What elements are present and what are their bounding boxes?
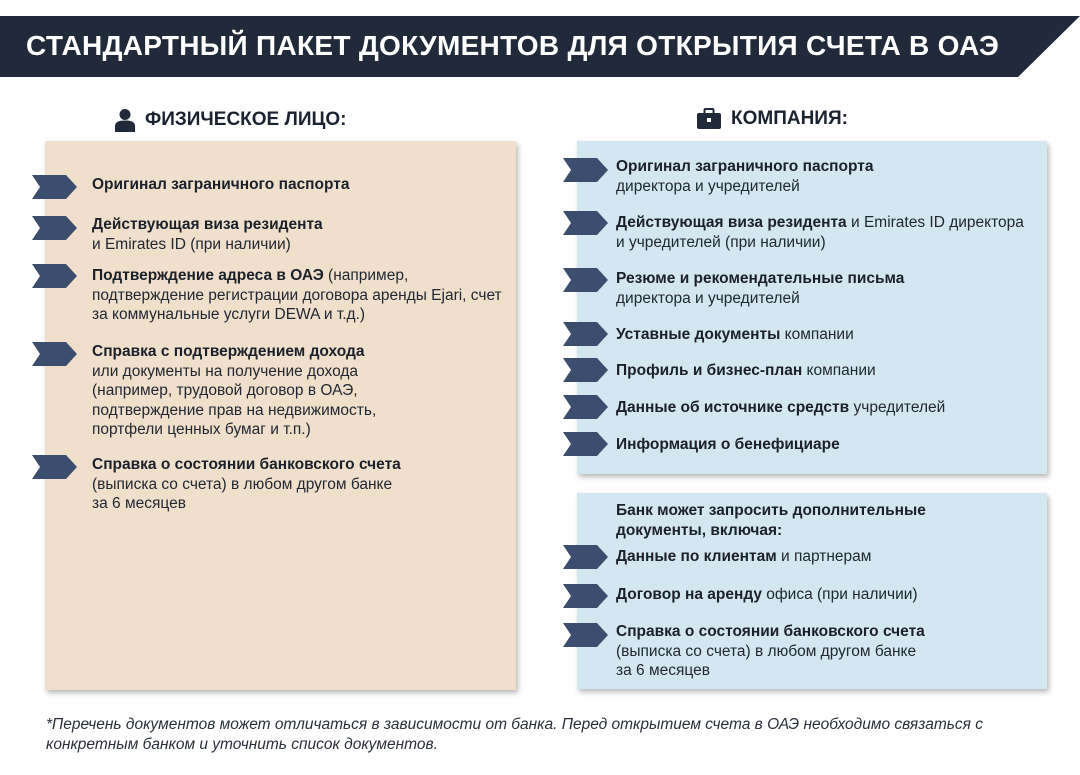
list-item: Резюме и рекомендательные письма директора и учредителей <box>616 270 905 307</box>
list-item: Данные об источнике средств учредителей <box>616 399 946 416</box>
company-heading <box>696 108 848 130</box>
list-item: Профиль и бизнес-план компании <box>616 362 876 379</box>
list-item: Действующая виза резидента и Emirates ID (при наличии) <box>92 216 323 253</box>
list-item: Подтверждение адреса в ОАЭ (например, подтверждение регистрации договора аренды Ejari, счет за коммунальные услуги DEWA и т.д.) <box>92 267 502 323</box>
list-item: Данные по клиентам и партнерам <box>616 548 872 565</box>
person-heading-label: ФИЗИЧЕСКОЕ ЛИЦО: <box>145 109 347 130</box>
list-item: Оригинал заграничного паспорта <box>92 176 350 193</box>
list-item: Оригинал заграничного паспорта директора и учредителей <box>616 158 874 195</box>
briefcase-icon <box>696 108 722 130</box>
list-item: Справка о состоянии банковского счета (выписка со счета) в любом другом банке за 6 месяцев <box>616 623 925 679</box>
page-title: СТАНДАРТНЫЙ ПАКЕТ ДОКУМЕНТОВ ДЛЯ ОТКРЫТИЯ СЧЕТА В ОАЭ <box>26 30 1000 61</box>
person-icon <box>114 108 136 132</box>
list-item: Действующая виза резидента и Emirates ID директора и учредителей (при наличии) <box>616 214 1024 251</box>
person-heading <box>114 108 346 132</box>
list-item: Уставные документы компании <box>616 326 854 343</box>
list-item: Справка с подтверждением дохода или документы на получение дохода (например, трудовой договор в ОАЭ, подтверждение прав на недвижимость, портфели ценных бумаг и т.п.) <box>92 343 377 438</box>
list-item: Справка о состоянии банковского счета (выписка со счета) в любом другом банке за 6 месяцев <box>92 456 401 512</box>
footnote: *Перечень документов может отличаться в зависимости от банка. Перед открытием счета в ОАЭ необходимо связаться с конкретным банком и уточнить список документов. <box>46 716 983 753</box>
company-heading-label: КОМПАНИЯ: <box>731 108 848 129</box>
bank-intro: Банк может запросить дополнительные документы, включая: <box>616 502 926 539</box>
list-item: Договор на аренду офиса (при наличии) <box>616 586 918 603</box>
list-item: Информация о бенефициаре <box>616 436 840 453</box>
